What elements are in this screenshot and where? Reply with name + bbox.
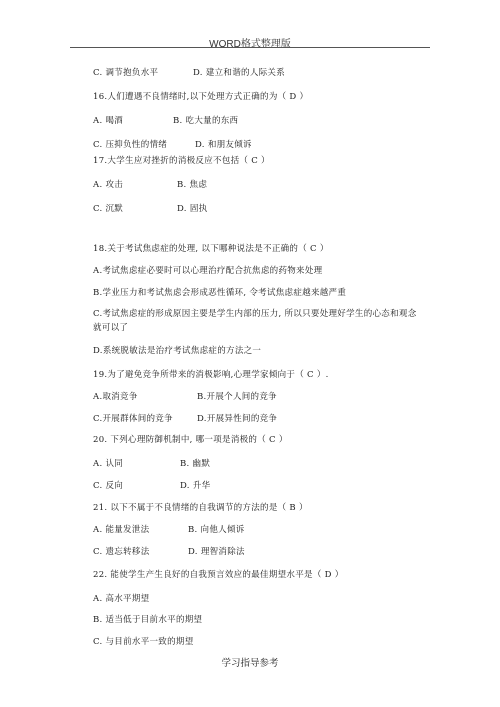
text-line: B.学业压力和考试焦虑会形成恶性循环, 令考试焦虑症越来越严重 [93,288,347,298]
option-row [93,525,245,535]
option-b: B. 焦虑 [177,180,208,190]
option-b: B.开展个人间的竞争 [197,392,277,402]
option-a: C. 反向 [93,481,124,491]
option-a: A. 认同 [93,459,124,469]
option-a: A. 喝酒 [93,116,124,126]
text-line: 16.人们遭遇不良情绪时,以下处理方式正确的为（ D ） [93,92,309,102]
text-line: 20. 下列心理防御机制中, 哪一项是消极的（ C ） [93,435,288,445]
option-row [93,180,208,190]
text-line: 19.为了避免竞争所带来的消极影响,心理学家倾向于（ C ）. [93,370,329,380]
option-a: C. 压抑负性的情绪 [93,140,168,150]
option-a: C. 遗忘转移法 [93,547,150,557]
option-a: C. 沉默 [93,204,124,214]
option-b: D.开展异性间的竞争 [197,414,278,424]
option-row [93,459,211,469]
option-row [93,204,208,214]
page-header-title: WORD格式整理版 [209,39,291,50]
text-line: C.考试焦虑症的形成原因主要是学生内部的压力, 所以只要处理好学生的心态和观念 [93,309,417,319]
page-footer: 学习指导参考 [221,658,279,669]
text-line: A.考试焦虑症必要时可以心理治疗配合抗焦虑的药物来处理 [93,266,323,276]
text-line: 17.大学生应对挫折的消极反应不包括（ C ） [93,156,270,166]
option-b: B. 吃大量的东西 [173,116,239,126]
option-b: D. 固执 [177,204,208,214]
text-line: 就可以了 [93,323,129,333]
header-divider [70,47,430,48]
option-a: C. 调节抱负水平 [93,68,159,78]
option-row [93,68,286,78]
text-line: 21. 以下不属于不良情绪的自我调节的方法的是（ B ） [93,503,308,513]
option-a: C.开展群体间的竞争 [93,414,173,424]
option-row [93,481,211,491]
option-b: D. 和朋友倾诉 [195,140,252,150]
option-row [93,392,277,402]
option-b: B. 幽默 [180,459,211,469]
option-row [93,140,252,150]
option-a: A. 攻击 [93,180,124,190]
option-b: D. 理智消除法 [188,547,245,557]
option-b: D. 升华 [180,481,211,491]
text-line: C. 与目前水平一致的期望 [93,637,194,647]
option-b: B. 向他人倾诉 [188,525,245,535]
text-line: B. 适当低于目前水平的期望 [93,615,203,625]
text-line: 18.关于考试焦虑症的处理, 以下哪种说法是不正确的（ C ） [93,244,329,254]
option-row [93,414,278,424]
option-b: D. 建立和谐的人际关系 [193,68,286,78]
option-row [93,116,239,126]
option-a: A.取消竞争 [93,392,138,402]
text-line: 22. 能使学生产生良好的自我预言效应的最佳期望水平是（ D ） [93,570,344,580]
text-line: A. 高水平期望 [93,594,150,604]
option-row [93,547,245,557]
text-line: D.系统脱敏法是治疗考试焦虑症的方法之一 [93,346,262,356]
option-a: A. 能量发泄法 [93,525,150,535]
